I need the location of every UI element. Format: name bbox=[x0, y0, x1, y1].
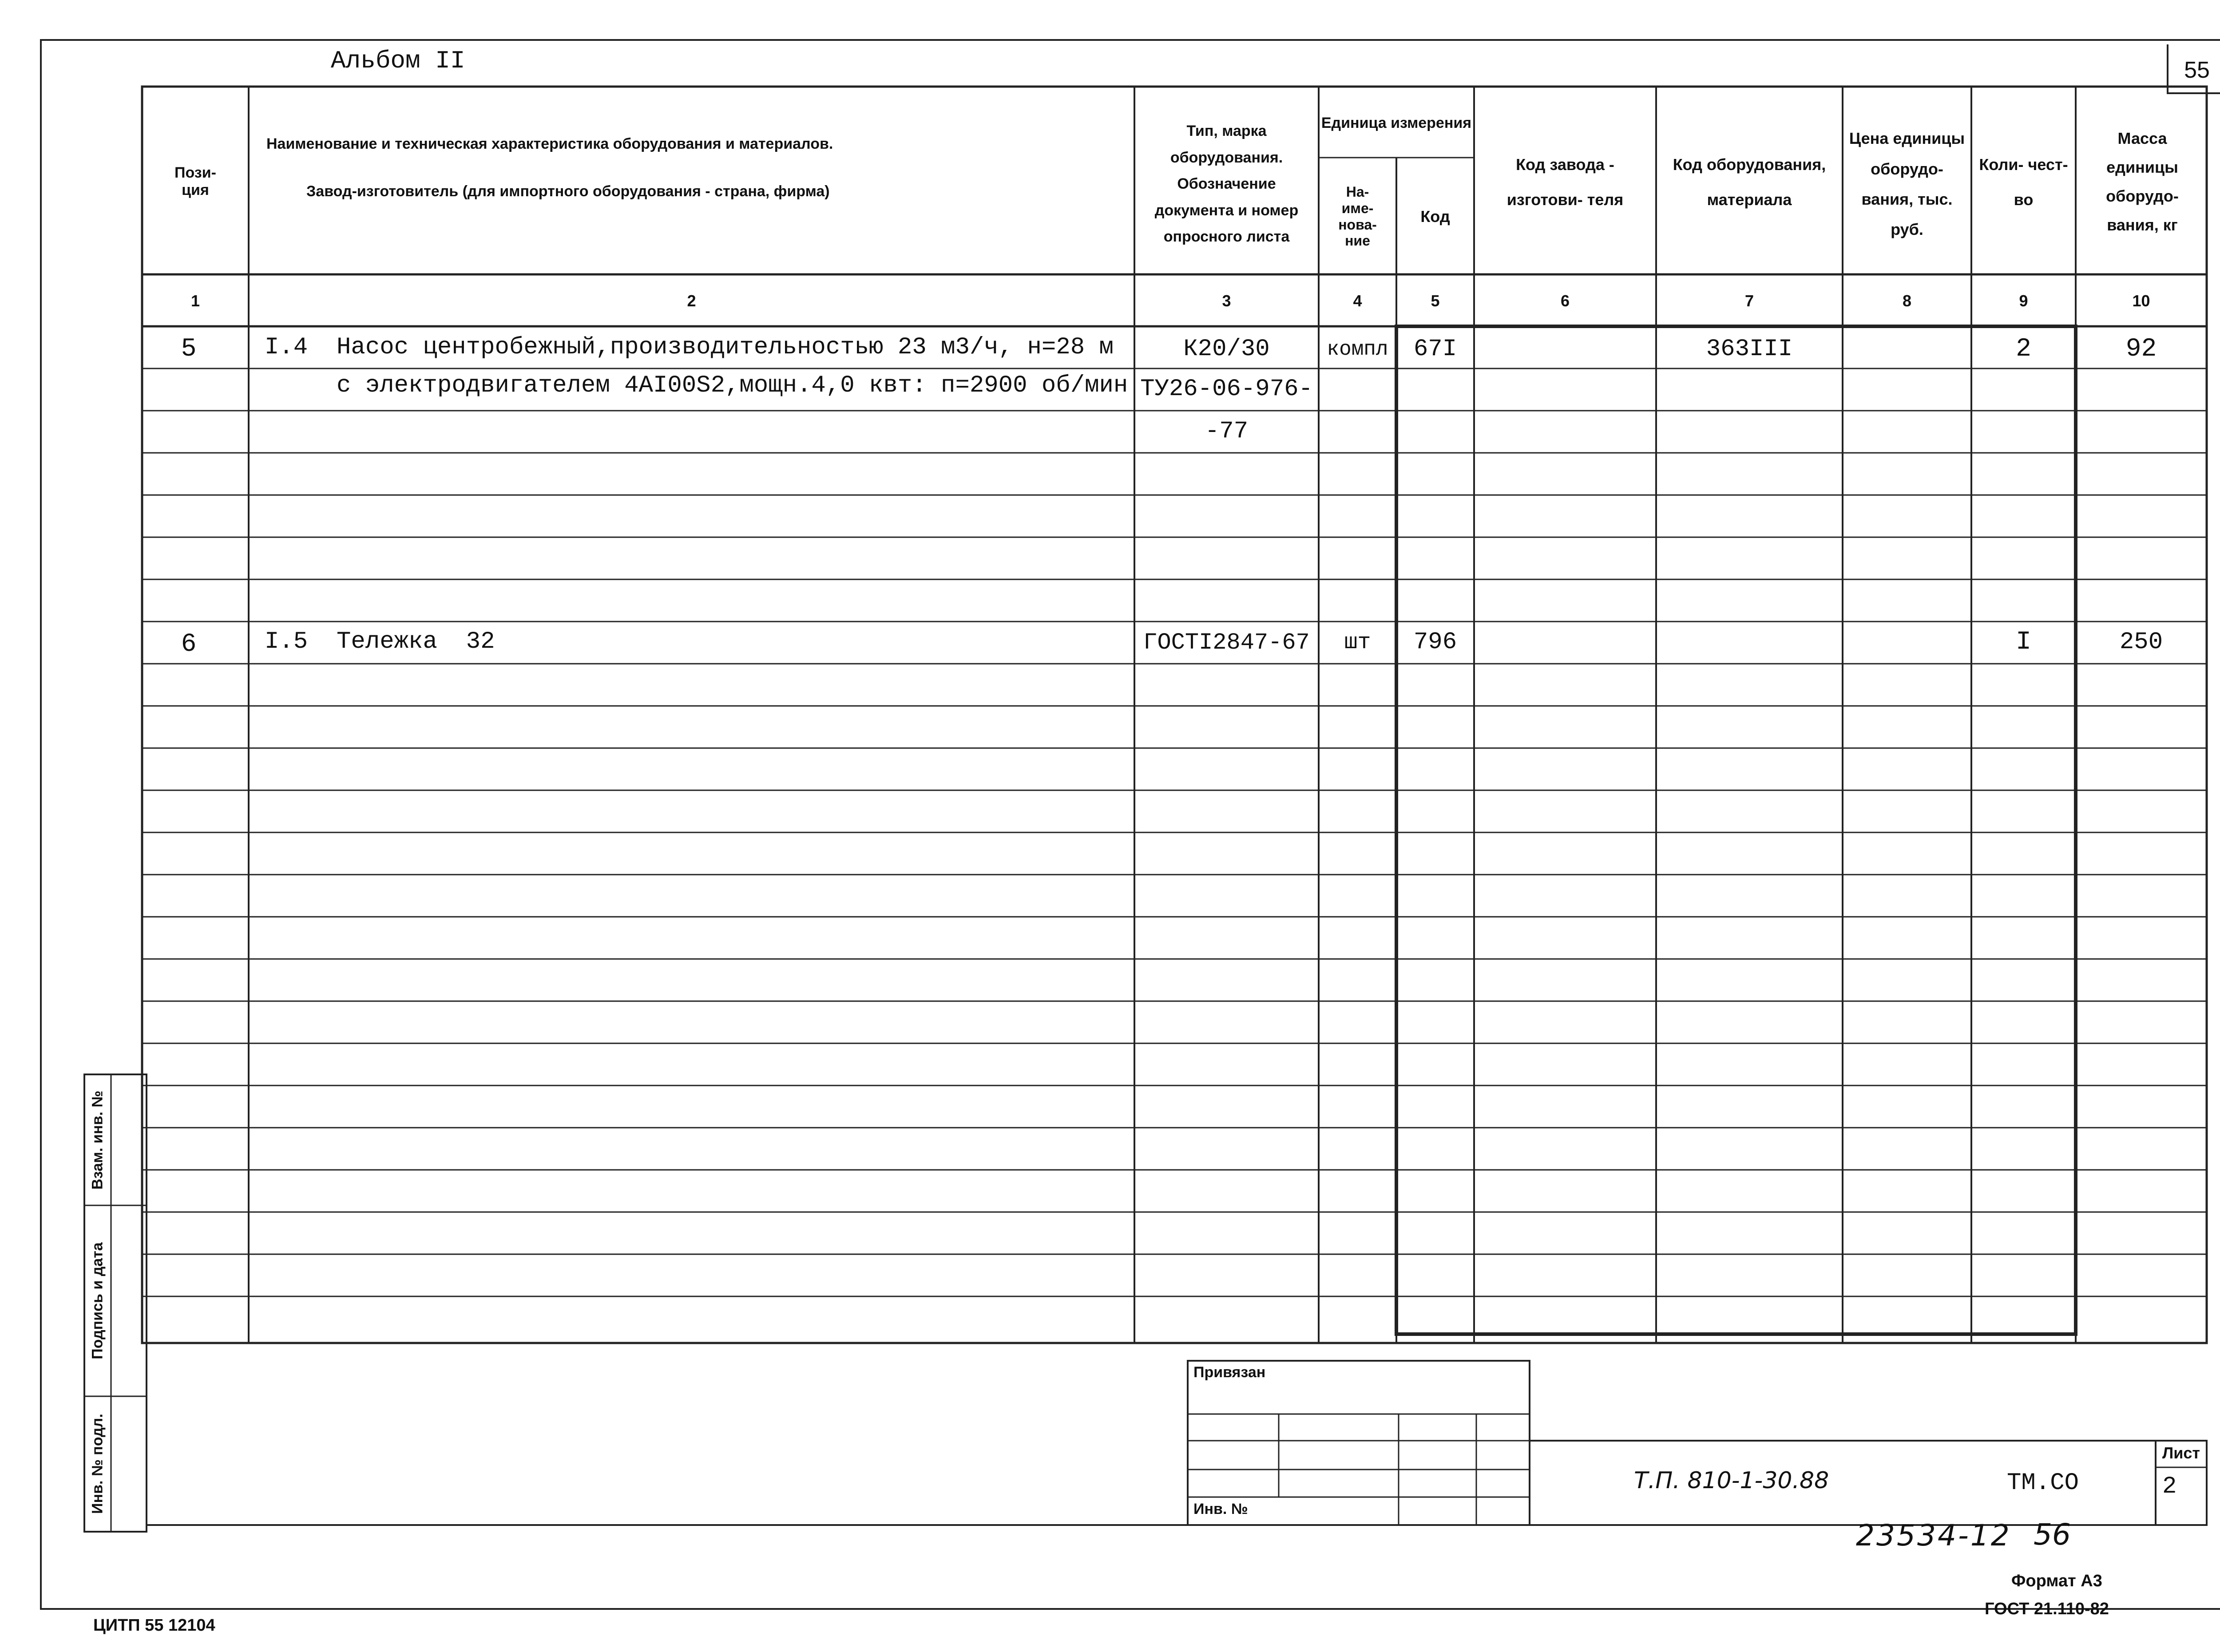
header-price: Цена единицы оборудо- вания, тыс. руб. bbox=[1849, 129, 1965, 239]
header-type: Тип, марка оборудования. Обозначение документа и номер опросного листа bbox=[1154, 123, 1299, 246]
table-cell-pos: 5 bbox=[181, 335, 197, 364]
table-cell-code: 796 bbox=[1413, 629, 1457, 656]
header-factory-code: Код завода - изготови- теля bbox=[1506, 155, 1624, 209]
col-number: 3 bbox=[1222, 292, 1231, 310]
header-qty: Коли- чест- во bbox=[1979, 155, 2068, 209]
col-number: 4 bbox=[1353, 292, 1362, 310]
header-equip-code: Код оборудования, материала bbox=[1673, 155, 1826, 209]
gost-label: ГОСТ 21.110-82 bbox=[1985, 1600, 2109, 1618]
table-cell-qty: 2 bbox=[2016, 335, 2031, 364]
col-number: 5 bbox=[1431, 292, 1440, 310]
col-number: 1 bbox=[190, 292, 200, 310]
header-mass: Масса единицы оборудо- вания, кг bbox=[2106, 129, 2179, 234]
header-unit-name: На- име- нова- ние bbox=[1338, 183, 1377, 249]
bound-label: Привязан bbox=[1193, 1364, 1266, 1381]
mark: ТМ.СО bbox=[2007, 1470, 2079, 1497]
col-number: 2 bbox=[687, 292, 696, 310]
table-cell-type: К20/30 bbox=[1183, 336, 1270, 363]
col-number: 9 bbox=[2019, 292, 2028, 310]
header-name-line2: Завод-изготовитель (для импортного оборудования - страна, фирма) bbox=[306, 183, 830, 200]
ctip-label: ЦИТП 55 12104 bbox=[93, 1616, 215, 1635]
table-cell-type: ТУ26-06-976- bbox=[1140, 376, 1313, 403]
side-stamp-podpis: Подпись и дата bbox=[89, 1242, 106, 1359]
table-cell-qty: I bbox=[2016, 628, 2031, 657]
col-number: 7 bbox=[1744, 292, 1754, 310]
format-label: Формат А3 bbox=[2011, 1572, 2102, 1590]
table-cell-equip: 363III bbox=[1706, 336, 1793, 363]
page-number: 55 bbox=[2184, 57, 2210, 83]
table-cell-mass: 250 bbox=[2119, 629, 2163, 656]
inv-label: Инв. № bbox=[1193, 1501, 1248, 1517]
sheet-label: Лист bbox=[2162, 1444, 2200, 1462]
designation: Т.П. 810-1-30.88 bbox=[1634, 1467, 1829, 1494]
album-title: Альбом II bbox=[331, 47, 465, 75]
side-stamp-vzam: Взам. инв. № bbox=[89, 1090, 106, 1190]
header-unit: Единица измерения bbox=[1321, 114, 1472, 131]
archive-page: 56 bbox=[2034, 1517, 2071, 1552]
header-name-line1: Наименование и техническая характеристика оборудования и материалов. bbox=[266, 135, 833, 152]
sheet-number: 2 bbox=[2162, 1473, 2177, 1500]
header-position: Пози- ция bbox=[174, 164, 216, 198]
table-cell-type: ГОСТI2847-67 bbox=[1143, 629, 1310, 656]
side-stamp-inv-podl: Инв. № подл. bbox=[89, 1414, 106, 1514]
table-cell-unit: компл bbox=[1327, 338, 1388, 361]
table-cell-pos: 6 bbox=[181, 630, 197, 659]
table-cell-name: с электродвигателем 4АI00S2,мощн.4,0 квт: п=2900 об/мин bbox=[265, 372, 1128, 399]
table-cell-name: I.4 Насос центробежный,производительностью 23 м3/ч, н=28 м bbox=[265, 334, 1114, 361]
col-number: 8 bbox=[1902, 292, 1912, 310]
table-cell-code: 67I bbox=[1413, 336, 1457, 363]
col-number: 6 bbox=[1560, 292, 1570, 310]
table-cell-unit: шт bbox=[1344, 630, 1371, 655]
archive-number: 23534-12 bbox=[1856, 1518, 2011, 1553]
table-cell-type: -77 bbox=[1205, 418, 1249, 445]
col-number: 10 bbox=[2132, 292, 2150, 310]
table-cell-name: I.5 Тележка 32 bbox=[265, 628, 495, 655]
table-cell-mass: 92 bbox=[2125, 335, 2157, 364]
header-unit-code: Код bbox=[1420, 207, 1450, 226]
